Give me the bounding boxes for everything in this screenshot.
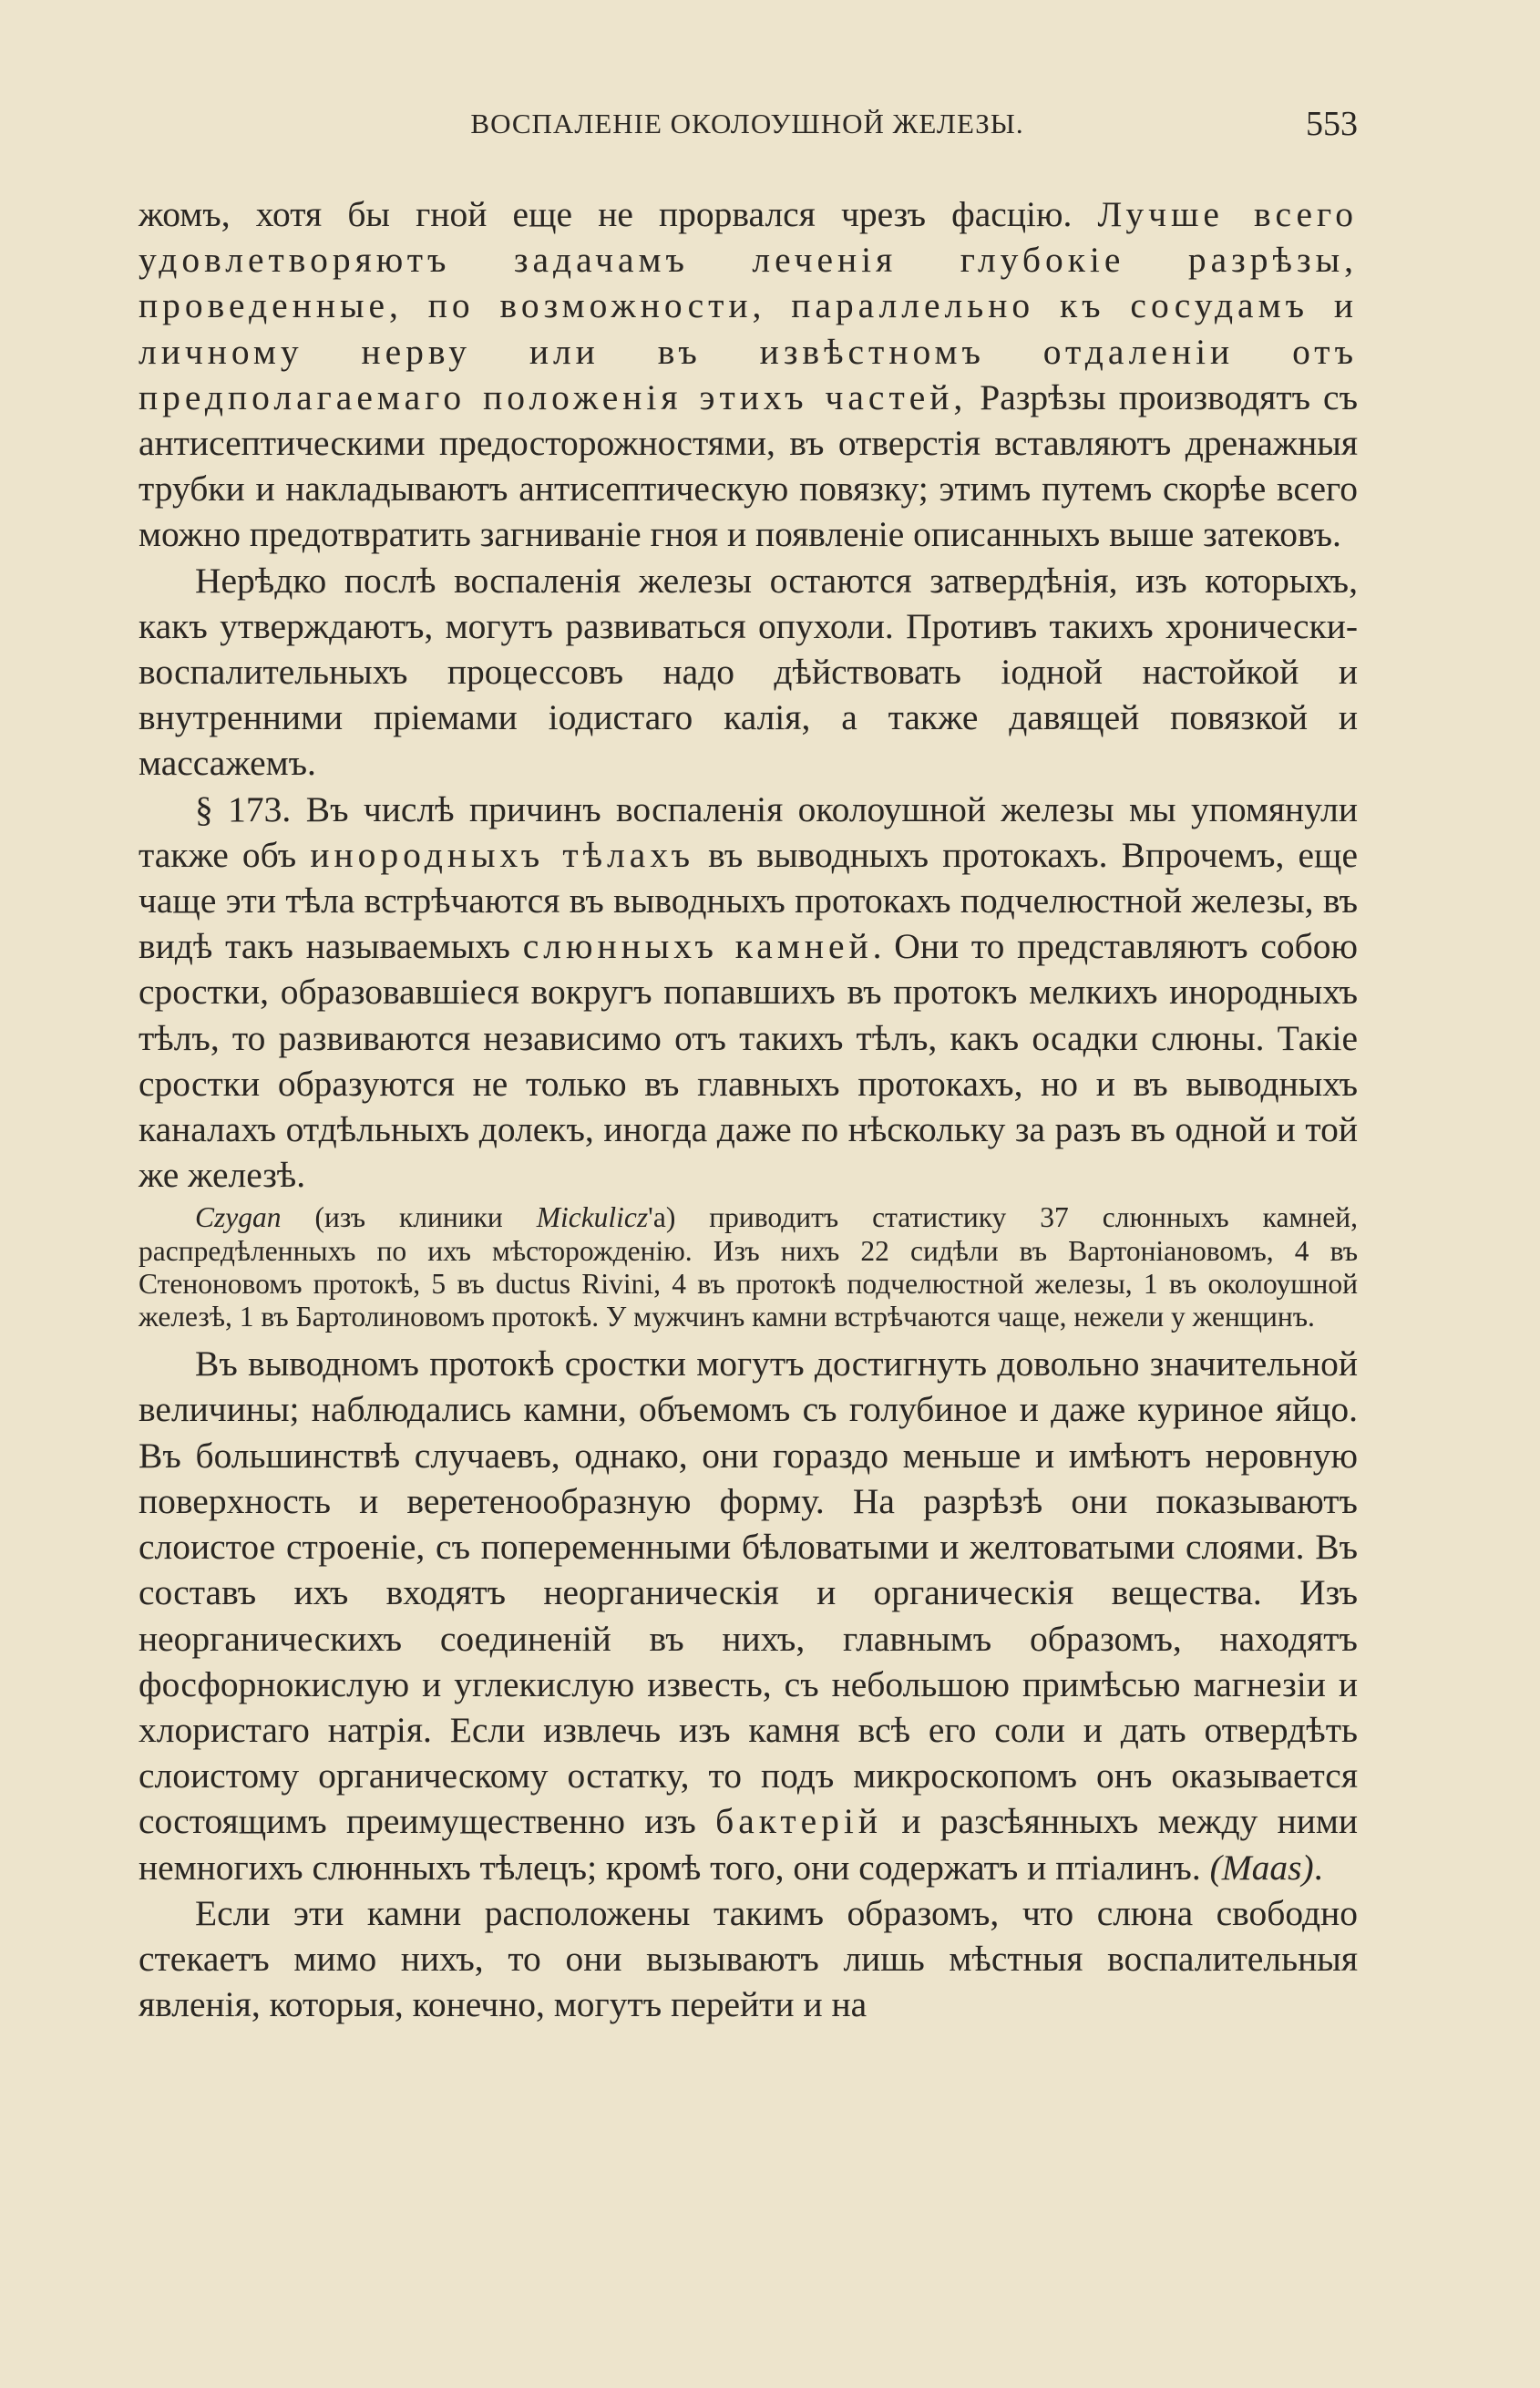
footnote — [139, 1201, 1358, 1333]
term-foreign-bodies: инородныхъ тѣлахъ — [310, 834, 695, 875]
paragraph-1-part-a: жомъ, хотя бы гной еще не прорвался чрезъ фасцію. — [139, 194, 1098, 234]
paragraph-5: Если эти камни расположены такимъ образомъ, что слюна свободно стекаетъ мимо нихъ, то они вызываютъ лишь мѣстныя воспалительныя явленія, которыя, конечно, могутъ перейти и на — [139, 1892, 1358, 2025]
paragraph-1-part-c: Разрѣзы производятъ съ антисептическими предосторожностями, въ отверстія вставляютъ дренажныя трубки и накладываютъ антисептическую повязку; этимъ путемъ скорѣе всего можно предотвратить загниваніе гноя и появленіе описанныхъ выше затековъ. — [139, 376, 1358, 555]
text-body — [139, 191, 1358, 2027]
paragraph-3-part-a: § 173. Въ числѣ причинъ воспаленія околоушной железы мы упомянули также объ — [139, 788, 1358, 875]
page-header — [137, 105, 1358, 153]
paragraph-3-part-e: . Они то представляютъ собою сростки, образовавшіеся вокругъ попавшихъ въ протокъ мелкихъ инородныхъ тѣлъ, то развиваются независимо отъ такихъ тѣлъ, какъ осадки слюны. Такіе сростки образуются не только въ главныхъ протокахъ, но и въ выводныхъ каналахъ отдѣльныхъ долекъ, иногда даже по нѣскольку за разъ въ одной и той же железѣ. — [139, 926, 1358, 1196]
paragraph-2: Нерѣдко послѣ воспаленія железы остаются затвердѣнія, изъ которыхъ, какъ утверждаютъ, могутъ развиваться опухоли. Противъ такихъ хронически-воспалительныхъ процессовъ надо дѣйствовать іодной настойкой и внутренними пріемами іодистаго калія, а также давящей повязкой и массажемъ. — [139, 560, 1358, 784]
author-name: Czygan — [195, 1201, 282, 1234]
paragraph-1 — [139, 191, 1358, 558]
paragraph-1-spaced-text: Лучше всего удовлетворяютъ задачамъ леченія глубокіе разрѣзы, проведенные, по возможности, параллельно къ сосудамъ и личному нерву или въ извѣстномъ отдаленіи отъ предполагаемаго положенія этихъ частей, — [139, 194, 1358, 417]
footnote-part-b: (изъ клиники — [281, 1201, 537, 1234]
paragraph-4-part-c: и разсѣянныхъ между ними немногихъ слюнныхъ тѣлецъ; кромѣ того, они содержатъ и птіалинъ. — [139, 1801, 1358, 1888]
running-head: ВОСПАЛЕНІЕ ОКОЛОУШНОЙ ЖЕЛЕЗЫ. — [470, 108, 1024, 139]
footnote-part-d: 'а) приводитъ статистику 37 слюнныхъ камней, распредѣленныхъ по ихъ мѣсторожденію. Изъ нихъ 22 сидѣли въ Вартоніановомъ, 4 въ Стеноновомъ протокѣ, 5 въ ductus Rivini, 4 въ протокѣ подчелюстной железы, 1 въ околоушной железѣ, 1 въ Бартолиновомъ протокѣ. У мужчинъ камни встрѣчаются чаще, нежели у женщинъ. — [139, 1201, 1358, 1333]
term-salivary-stones: слюнныхъ камней — [522, 926, 873, 967]
paragraph-4-part-a: Въ выводномъ протокѣ сростки могутъ достигнуть довольно значительной величины; наблюдались камни, объемомъ съ голубиное и даже куриное яйцо. Въ большинствѣ случаевъ, однако, они гораздо меньше и имѣютъ неровную поверхность и веретенообразную форму. На разрѣзѣ они показываютъ слоистое строеніе, съ попеременными бѣловатыми и желтоватыми слоями. Въ составъ ихъ входятъ неорганическія и органическія вещества. Изъ неорганическихъ соединеній въ нихъ, главнымъ образомъ, находятъ фосфорнокислую и углекислую известь, съ небольшою примѣсью магнезіи и хлористаго натрія. Если извлечь изъ камня всѣ его соли и дать отвердѣть слоистому органическому остатку, то подъ микроскопомъ онъ оказывается состоящимъ преимущественно изъ — [139, 1343, 1358, 1842]
paragraph-3-part-c: въ выводныхъ протокахъ. Впрочемъ, еще чаще эти тѣла встрѣчаются въ выводныхъ протокахъ подчелюстной железы, въ видѣ такъ называемыхъ — [139, 834, 1358, 967]
paragraph-4 — [139, 1341, 1358, 1889]
clinic-name: Mickulicz — [536, 1201, 649, 1234]
term-bacteria: бактерій — [715, 1801, 883, 1842]
paragraph-4-part-e: . — [1313, 1847, 1323, 1888]
paragraph-3 — [139, 787, 1358, 1199]
citation-maas: (Maas) — [1209, 1847, 1314, 1888]
page-number: 553 — [1306, 105, 1358, 143]
